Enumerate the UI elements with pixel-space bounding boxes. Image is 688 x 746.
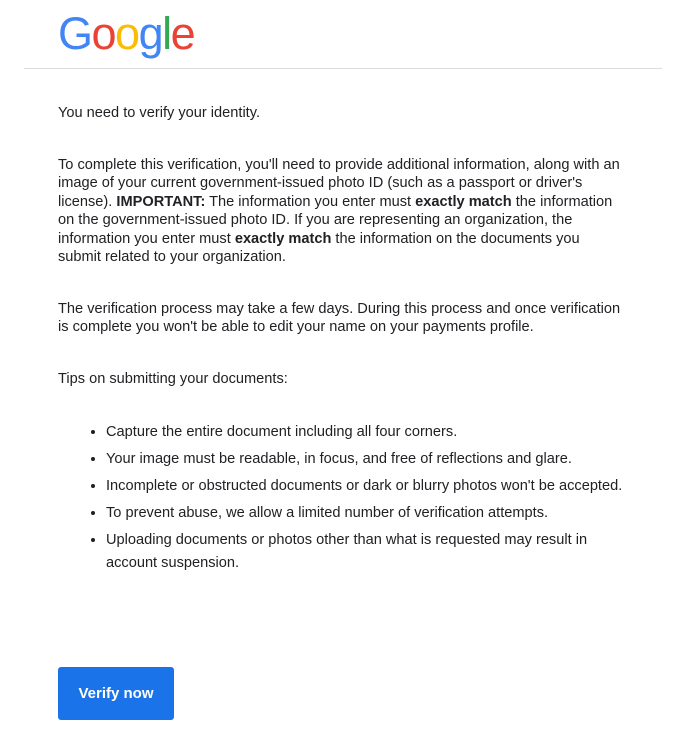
para1-text-c: The information you enter must	[205, 193, 416, 210]
google-logo	[58, 8, 194, 60]
email-header	[0, 0, 688, 69]
tip-item: • To prevent abuse, we allow a limited number of verification attempts.	[106, 502, 626, 525]
tips-list	[58, 421, 626, 575]
tip-item: • Your image must be readable, in focus, and free of reflections and glare.	[106, 448, 626, 471]
header-divider	[24, 68, 662, 69]
process-paragraph: The verification process may take a few days. During this process and once verification is complete you won't be able to edit your name on your payments profile.	[58, 300, 621, 335]
logo-letter: e	[170, 8, 195, 59]
important-label: IMPORTANT:	[116, 193, 206, 210]
para1-text-a: To complete this verification, you'll need to provide additional information, along with an image of your current government-issued photo ID (such as a passport or driver's license).	[58, 156, 620, 210]
logo-letter: G	[58, 8, 92, 59]
tip-item: • Uploading documents or photos other than what is requested may result in account suspension.	[106, 529, 626, 575]
tips-title: Tips on submitting your documents:	[58, 370, 288, 387]
exactly-match-emphasis: exactly match	[415, 193, 512, 210]
para1-text-e: the information on the government-issued photo ID. If you are representing an organization, the information you enter must	[58, 193, 613, 247]
para1-text-g: the information on the documents you submit related to your organization.	[58, 230, 580, 265]
logo-letter: g	[138, 8, 163, 59]
logo-letter: o	[91, 8, 116, 59]
logo-letter: l	[162, 8, 171, 59]
tip-item: • Incomplete or obstructed documents or dark or blurry photos won't be accepted.	[106, 475, 626, 498]
email-body	[58, 104, 626, 579]
verify-now-button[interactable]: Verify now	[58, 667, 174, 720]
intro-text: You need to verify your identity.	[58, 105, 261, 121]
logo-letter: o	[115, 8, 139, 59]
verification-paragraph	[58, 156, 626, 267]
tip-item: • Capture the entire document including all four corners.	[106, 421, 626, 444]
exactly-match-emphasis: exactly match	[234, 230, 332, 247]
